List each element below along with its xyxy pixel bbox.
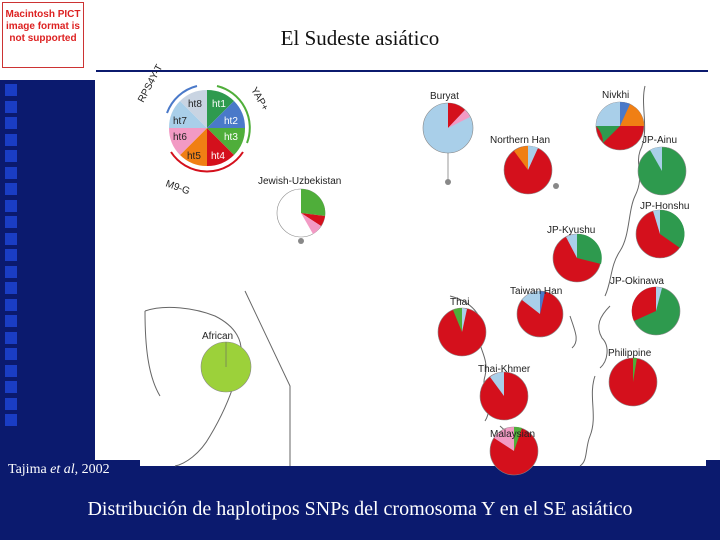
label-jp-honshu: JP-Honshu	[640, 201, 690, 212]
pie-taiwan-han	[517, 291, 563, 337]
label-jp-okinawa: JP-Okinawa	[610, 276, 664, 287]
pie-philippine	[609, 358, 657, 406]
label-philippine: Philippine	[608, 348, 652, 359]
label-buryat: Buryat	[430, 91, 459, 102]
label-northern-han: Northern Han	[490, 135, 551, 146]
label-malaysian: Malaysian	[490, 429, 536, 440]
haplotype-legend	[136, 63, 270, 198]
decor-squares	[5, 84, 19, 431]
ht3-label: ht3	[224, 132, 238, 143]
label-thai-khmer: Thai-Khmer	[478, 364, 531, 375]
ht2-label: ht2	[224, 116, 238, 127]
ht8-label: ht8	[188, 99, 202, 110]
title-rule	[96, 70, 708, 72]
ht6-label: ht6	[173, 132, 187, 143]
pie-african	[201, 342, 251, 392]
label-jp-ainu: JP-Ainu	[642, 135, 678, 146]
pict-placeholder-image: Macintosh PICT image format is not supported	[2, 2, 84, 68]
label-jp-kyushu: JP-Kyushu	[547, 225, 596, 236]
label-african: African	[202, 331, 234, 342]
ht1-label: ht1	[212, 99, 226, 110]
ht7-label: ht7	[173, 116, 187, 127]
rps4y-marker-label: RPS4Y-T	[136, 62, 166, 105]
ht4-label: ht4	[211, 151, 225, 162]
slide-title: El Sudeste asiático	[280, 26, 440, 50]
pie-jewish-uzbekistan	[277, 189, 325, 244]
pie-jp-okinawa	[632, 287, 680, 335]
label-thai: Thai	[450, 297, 470, 308]
pie-thai-khmer	[480, 372, 528, 420]
pie-thai	[438, 308, 486, 356]
label-taiwan-han: Taiwan Han	[510, 286, 563, 297]
pie-buryat	[423, 103, 473, 185]
label-nivkhi: Nivkhi	[602, 90, 630, 101]
pie-jp-ainu	[638, 147, 686, 195]
slide-caption: Distribución de haplotipos SNPs del cromosoma Y en el SE asiático	[87, 498, 633, 520]
pie-northern-han	[504, 146, 559, 194]
ht5-label: ht5	[187, 151, 201, 162]
pie-jp-kyushu	[553, 234, 602, 282]
yap-marker-label: YAP+	[248, 85, 271, 113]
haplotype-map-figure	[136, 62, 706, 466]
pie-nivkhi	[596, 102, 644, 150]
m9-marker-label: M9-G	[163, 178, 192, 198]
figure-credit: Tajima et al, 2002	[8, 462, 110, 477]
label-jewish-uzbekistan: Jewish-Uzbekistan	[258, 176, 342, 187]
pie-jp-honshu	[636, 210, 685, 258]
